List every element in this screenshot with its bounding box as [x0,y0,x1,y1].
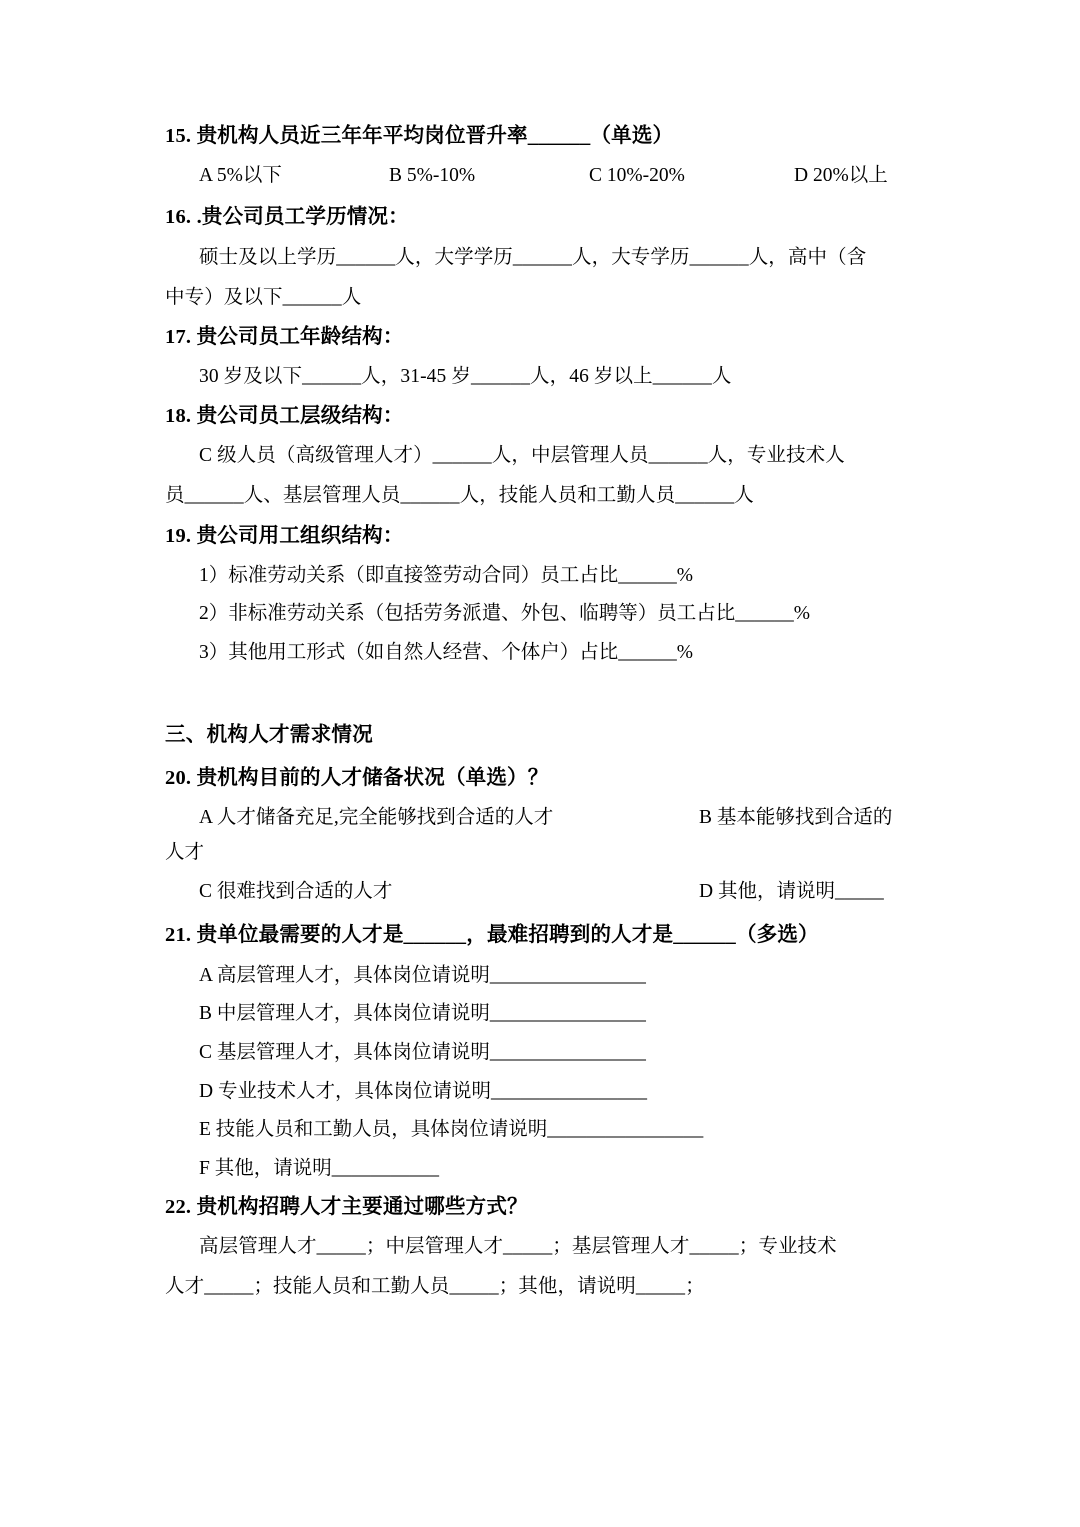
question-20 [165,762,930,909]
question-17 [165,321,930,394]
question-15 [165,120,930,193]
option-c[interactable]: C 基层管理人才，具体岗位请说明________________ [199,1042,646,1063]
option-f[interactable]: F 其他，请说明___________ [199,1158,439,1180]
question-22-text [165,1191,930,1224]
spacer [165,675,930,689]
question-18-label: 贵公司员工层级结构： [196,405,404,428]
question-17-number: 17. [165,325,192,348]
question-20-label: 贵机构目前的人才储备状况（单选）？ [196,767,549,790]
question-16-number: 16. [165,206,192,229]
section-heading: 三、机构人才需求情况 [165,723,373,746]
question-18-number: 18. [165,405,192,428]
question-22-line-2[interactable]: 人才_____；技能人员和工勤人员_____；其他，请说明_____； [165,1276,705,1298]
question-17-text [165,321,930,354]
question-22-number: 22. [165,1195,192,1218]
question-15-text [165,120,930,153]
question-19-label: 贵公司用工组织结构： [196,524,404,547]
question-17-label: 贵公司员工年龄结构： [196,325,404,348]
option-d[interactable]: D 专业技术人才，具体岗位请说明________________ [199,1080,647,1102]
question-16-line-2[interactable]: 中专）及以下______人 [165,286,362,308]
option-d[interactable]: D 其他，请说明_____ [699,880,884,902]
question-15-label: 贵机构人员近三年年平均岗位晋升率______（单选） [196,125,674,147]
question-19-text [165,520,930,553]
question-19-number: 19. [165,524,192,547]
option-b[interactable]: B 5%-10% [389,165,476,187]
question-22-label: 贵机构招聘人才主要通过哪些方式？ [196,1195,528,1218]
question-22 [165,1191,930,1304]
question-15-options [165,159,930,193]
question-16-text [165,201,930,234]
question-18 [165,400,930,513]
question-15-number: 15. [165,125,192,147]
question-20-row-1 [165,801,930,836]
question-20-row-2 [165,875,930,910]
question-18-text [165,400,930,433]
question-20-text [165,762,930,795]
question-17-line-1[interactable]: 30 岁及以下______人，31-45 岁______人，46 岁以上______人 [199,365,732,387]
question-21-number: 21. [165,924,192,947]
question-16-label: .贵公司员工学历情况： [196,206,409,229]
question-16-line-1[interactable]: 硕士及以上学历______人，大学学历______人，大专学历______人，高中（含 [199,246,867,268]
question-20-row-1-continued: 人才 [165,841,205,863]
option-e[interactable]: E 技能人员和工勤人员，具体岗位请说明________________ [199,1119,704,1141]
option-a[interactable]: A 人才储备充足,完全能够找到合适的人才 [199,807,554,829]
option-a[interactable]: A 高层管理人才，具体岗位请说明________________ [199,964,646,986]
question-21-text [165,919,930,952]
question-18-line-1[interactable]: C 级人员（高级管理人才）______人，中层管理人员______人，专业技术人 [199,445,845,467]
question-18-line-2[interactable]: 员______人、基层管理人员______人，技能人员和工勤人员______人 [165,485,754,507]
option-c[interactable]: C 10%-20% [589,165,685,187]
question-19-item-1[interactable]: 1）标准劳动关系（即直接签劳动合同）员工占比______% [199,564,693,586]
question-22-line-1[interactable]: 高层管理人才_____；中层管理人才_____；基层管理人才_____；专业技术 [199,1236,837,1258]
question-21-label: 贵单位最需要的人才是______，最难招聘到的人才是______（多选） [196,924,819,947]
option-b[interactable]: B 中层管理人才，具体岗位请说明________________ [199,1003,646,1025]
question-21 [165,919,930,1186]
option-d[interactable]: D 20%以上 [794,165,888,187]
question-19-item-2[interactable]: 2）非标准劳动关系（包括劳务派遣、外包、临聘等）员工占比______% [199,603,810,625]
question-16 [165,201,930,314]
question-19-item-3[interactable]: 3）其他用工形式（如自然人经营、个体户）占比______% [199,642,693,664]
option-c[interactable]: C 很难找到合适的人才 [199,880,393,902]
option-a[interactable]: A 5%以下 [199,165,282,187]
question-20-number: 20. [165,767,192,790]
question-19 [165,520,930,671]
option-b[interactable]: B 基本能够找到合适的 [699,807,893,829]
